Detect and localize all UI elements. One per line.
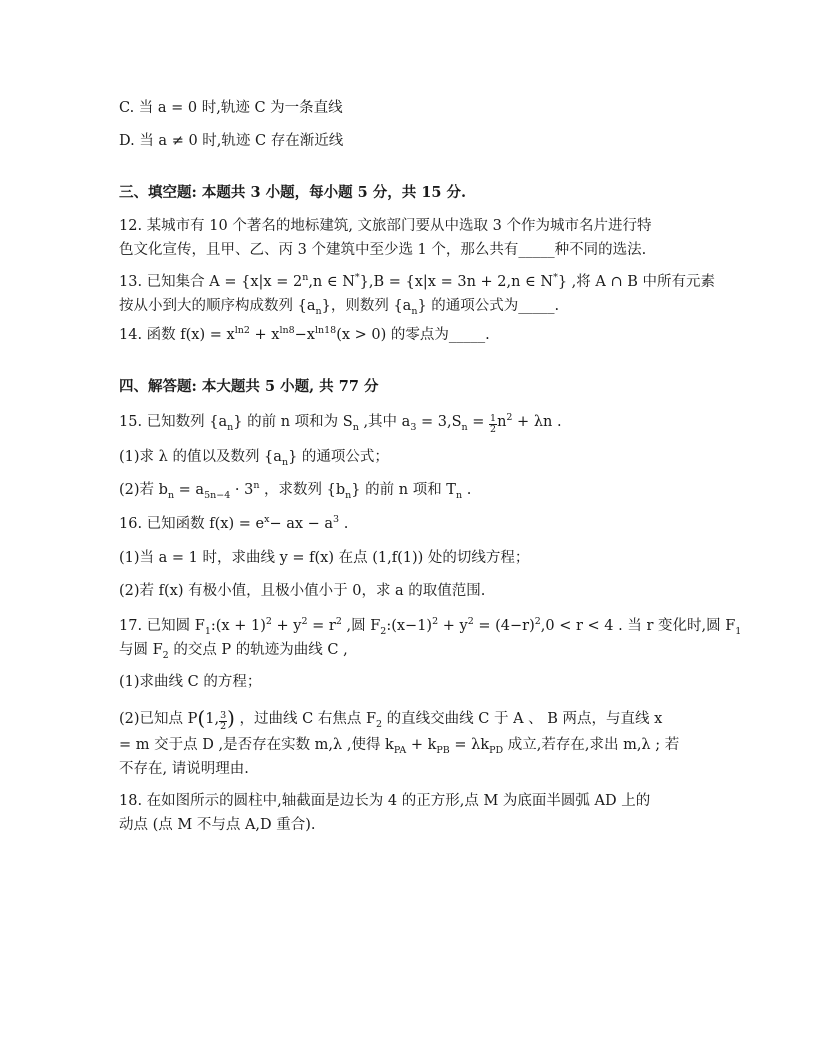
option-c: C. 当 a = 0 时,轨迹 C 为一条直线 <box>119 100 343 116</box>
q17-sup: 2 <box>265 616 272 628</box>
q15-text: } 的前 n 项和 T <box>351 482 456 498</box>
q15-sub: n <box>455 489 463 501</box>
q14-sup: ln18 <box>314 325 337 337</box>
q17-line-2 <box>119 640 348 660</box>
q15-sub: 5n−4 <box>204 489 231 501</box>
fraction-denominator: 2 <box>490 424 497 435</box>
q14-sup: ln8 <box>279 325 295 337</box>
q15-text: · 3 <box>230 482 254 498</box>
q17-text: 17. 已知圆 F <box>119 618 205 634</box>
q17-text: 与圆 F <box>119 642 163 658</box>
q17-text: = r <box>307 618 336 634</box>
q17-sub: PA <box>393 744 407 756</box>
q16-part-2: (2)若 f(x) 有极小值，且极小值小于 0，求 a 的取值范围. <box>119 583 486 599</box>
q13-line-2 <box>119 296 559 316</box>
q13-sub: n <box>411 305 418 317</box>
q15-part-1 <box>119 447 389 467</box>
q17-sub: 2 <box>376 718 383 730</box>
q17-text: :(x + 1) <box>210 618 266 634</box>
q17-sub: 2 <box>380 625 387 637</box>
q17-part-1: (1)求曲线 C 的方程； <box>119 674 262 690</box>
q14-sup: ln2 <box>234 325 250 337</box>
q17-fraction <box>219 711 227 732</box>
q15-fraction <box>489 414 497 435</box>
q14-text: + x <box>249 327 280 343</box>
q17-text: = (4−r) <box>473 618 535 634</box>
q17-sup: 2 <box>467 616 474 628</box>
q15-sub: n <box>352 421 359 433</box>
q17-text: + y <box>438 618 468 634</box>
q13-text: 按从小到大的顺序构成数列 {a <box>119 298 316 314</box>
q13-line-1 <box>119 272 715 292</box>
q17-text: ，过曲线 C 右焦点 F <box>234 711 377 727</box>
q16-text: . <box>339 516 349 532</box>
q15-sub: n <box>167 489 175 501</box>
q17-sub: 1 <box>735 625 742 637</box>
q13-text: },B = {x|x = 3n + 2,n ∈ N <box>359 274 554 290</box>
q17-part-2-line-2 <box>119 735 679 755</box>
q17-part-2-line-3: 不存在, 请说明理由. <box>119 761 249 777</box>
q17-text: 1, <box>205 711 220 727</box>
q17-line-1 <box>119 616 741 636</box>
q14-text: −x <box>294 327 315 343</box>
q15-sub: n <box>227 421 234 433</box>
q15-sub: n <box>281 456 289 468</box>
q17-sup: 2 <box>301 616 308 628</box>
q15-sup: n <box>253 480 260 492</box>
q15-sub: n <box>345 489 352 501</box>
q14-text: (x > 0) 的零点为_____. <box>336 327 490 343</box>
q15-text: + λn . <box>512 414 562 430</box>
fraction-denominator: 2 <box>220 721 227 732</box>
section-4-heading: 四、解答题: 本大题共 5 小题, 共 77 分 <box>119 378 379 395</box>
q17-text: = λk <box>449 737 490 753</box>
q17-text: 成立,若存在,求出 m,λ ; 若 <box>503 737 680 753</box>
q16-sup: x <box>264 514 270 526</box>
left-paren: ( <box>197 706 206 730</box>
q15-text: n <box>497 414 507 430</box>
q15-sup: 2 <box>506 412 513 424</box>
q17-sub: 2 <box>162 649 169 661</box>
q15-text: } 的前 n 项和为 S <box>233 414 353 430</box>
q17-part-2-line-1 <box>119 708 662 732</box>
q13-sup: * <box>553 272 558 284</box>
q13-text: }，则数列 {a <box>321 298 412 314</box>
q12-line-1: 12. 某城市有 10 个著名的地标建筑, 文旅部门要从中选取 3 个作为城市名片进行特 <box>119 218 652 234</box>
q15-text: . <box>462 482 472 498</box>
q16-stem <box>119 514 348 534</box>
q15-part-2 <box>119 480 471 500</box>
q13-sup: n <box>302 272 309 284</box>
q15-sub: n <box>461 421 468 433</box>
q15-text: 15. 已知数列 {a <box>119 414 228 430</box>
q18-line-1: 18. 在如图所示的圆柱中,轴截面是边长为 4 的正方形,点 M 为底面半圆弧 AD 上的 <box>119 793 651 809</box>
q17-text: 的直线交曲线 C 于 A 、 B 两点，与直线 x <box>382 711 663 727</box>
right-paren: ) <box>227 706 235 730</box>
fraction-numerator: 3 <box>220 710 227 721</box>
q17-sup: 2 <box>534 616 541 628</box>
q13-text: 13. 已知集合 A = {x|x = 2 <box>119 274 303 290</box>
option-d: D. 当 a ≠ 0 时,轨迹 C 存在渐近线 <box>119 133 344 149</box>
q13-text: ,n ∈ N <box>308 274 355 290</box>
q17-text: (2)已知点 P <box>119 711 198 727</box>
q16-text: 16. 已知函数 f(x) = e <box>119 516 265 532</box>
q13-sup: * <box>354 272 360 284</box>
q17-sup: 2 <box>432 616 439 628</box>
q18-line-2: 动点 (点 M 不与点 A,D 重合). <box>119 817 316 833</box>
q17-text: ,0 < r < 4 . 当 r 变化时,圆 F <box>540 618 736 634</box>
q17-text: ,圆 F <box>341 618 381 634</box>
q13-sub: n <box>315 305 322 317</box>
q17-text: + y <box>271 618 302 634</box>
q17-sub: PB <box>436 744 450 756</box>
q17-sup: 2 <box>335 616 342 628</box>
q17-text: + k <box>406 737 437 753</box>
q15-stem <box>119 412 562 435</box>
q16-sup: 3 <box>333 514 340 526</box>
q17-text: 的交点 P 的轨迹为曲线 C , <box>168 642 348 658</box>
fraction-numerator: 1 <box>490 413 497 424</box>
q15-text: } 的通项公式； <box>288 449 389 465</box>
q14-line <box>119 325 490 345</box>
section-3-heading: 三、填空题: 本题共 3 小题，每小题 5 分，共 15 分. <box>119 184 467 201</box>
q14-text: 14. 函数 f(x) = x <box>119 327 235 343</box>
q13-text: } 的通项公式为_____. <box>417 298 560 314</box>
q17-text: :(x−1) <box>386 618 433 634</box>
q15-text: = 3,S <box>416 414 462 430</box>
q15-text: ，求数列 {b <box>259 482 346 498</box>
q15-text: = <box>467 414 490 430</box>
q17-sub: 1 <box>204 625 211 637</box>
q16-part-1: (1)当 a = 1 时，求曲线 y = f(x) 在点 (1,f(1)) 处的切线方程； <box>119 550 530 566</box>
q12-line-2: 色文化宣传，且甲、乙、丙 3 个建筑中至少选 1 个，那么共有_____种不同的选法. <box>119 242 647 258</box>
q15-text: = a <box>174 482 205 498</box>
q17-sub: PD <box>489 744 504 756</box>
q13-text: } ,将 A ∩ B 中所有元素 <box>557 274 715 290</box>
q15-text: (2)若 b <box>119 482 168 498</box>
q17-text: = m 交于点 D ,是否存在实数 m,λ ,使得 k <box>119 737 394 753</box>
q15-sub: 3 <box>410 421 417 433</box>
q16-text: − ax − a <box>269 516 334 532</box>
q15-text: ,其中 a <box>358 414 411 430</box>
q15-text: (1)求 λ 的值以及数列 {a <box>119 449 282 465</box>
